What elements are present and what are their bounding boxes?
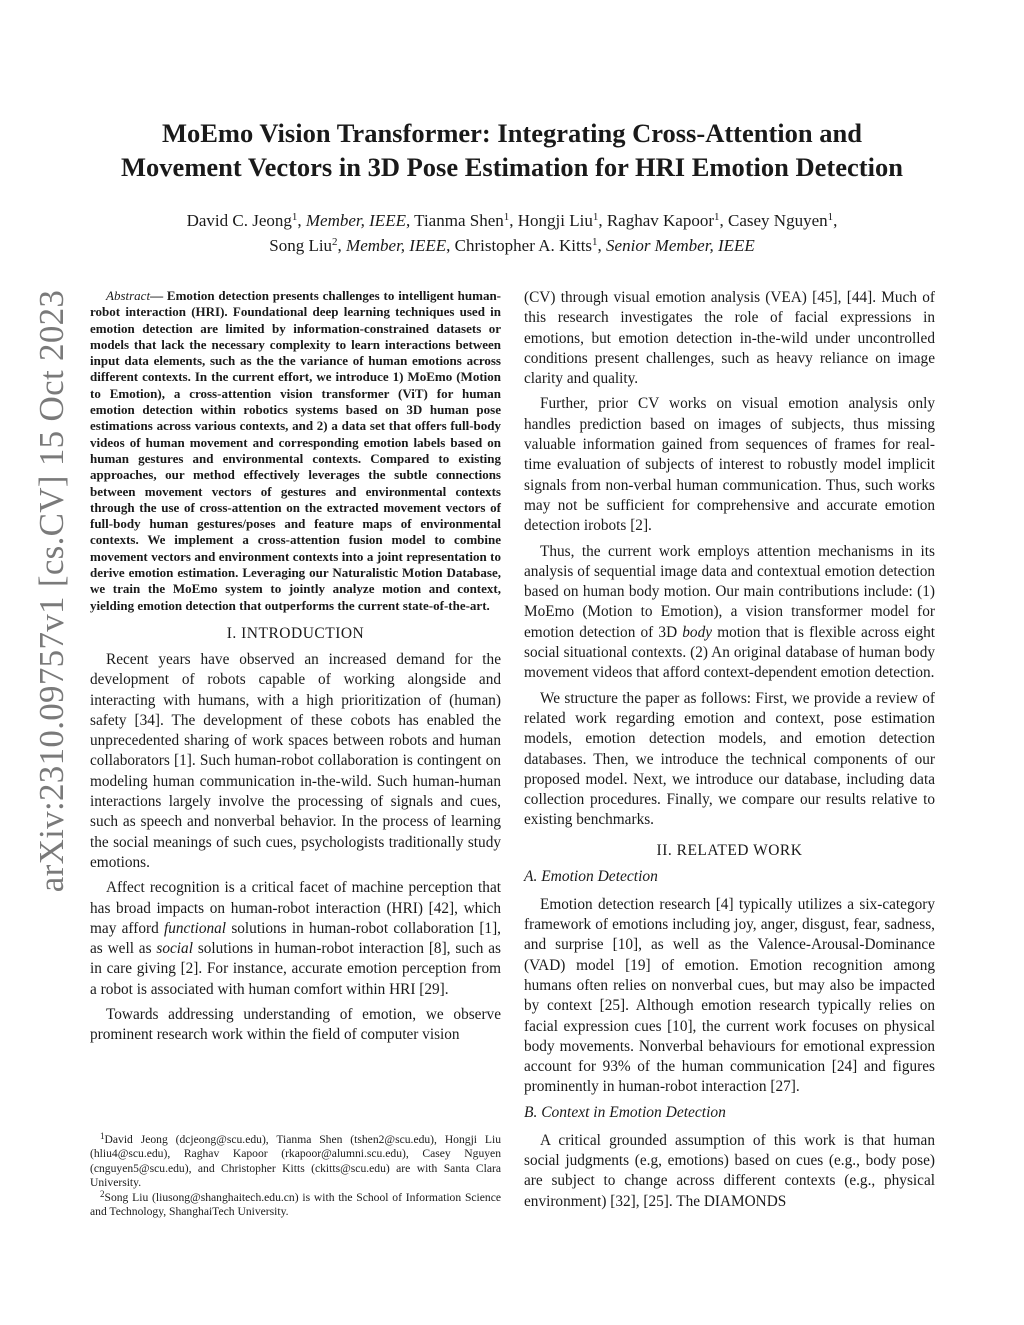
text-span: Affect recognition is a critical facet of machine perception that has broad impacts on human-robot interaction (HRI) [42], which may afford [90, 879, 501, 937]
abstract-label: Abstract [106, 288, 151, 303]
text-span: solutions in human-robot collaboration [1], as well as [90, 919, 501, 958]
subsection-heading-context: B. Context in Emotion Detection [524, 1103, 726, 1121]
abstract-text: Emotion detection presents challenges to intelligent human-robot interaction (HRI). Foundational deep learning techniques used in emotion detection are limited by information-constrained datasets or models that lack the necessary complexity to learn interactions between input data elements, such as the the variance of human emotions across different contexts. In the current effort, we introduce 1) MoEmo (Motion to Emotion), a cross-attention vision transformer (ViT) for human emotion detection within robotics systems based on 3D human pose estimations across various contexts, and 2) a data set that offers full-body videos of human movement and corresponding emotion labels based on human gestures and environmental contexts. Compared to existing approaches, our method effectively leverages the subtle connections between movement vectors of gestures and environmental contexts through the use of cross-attention on the extracted movement vectors of full-body human gestures/poses and feature maps of environmental contexts. We implement a cross-attention fusion model to combine movement vectors and environment contexts into a joint representation to derive emotion estimation. Leveraging our Naturalistic Motion Database, we train the MoEmo system to jointly analyze motion and context, yielding emotion detection that outperforms the current state-of-the-art. [90, 288, 501, 613]
intro-paragraph-5: Further, prior CV works on visual emotion analysis only handles prediction based on images of subjects, thus missing valuable information gained from sequences of frames for real-time evaluation of subjects of interest to robustly model implicit signals from non-verbal human communication. Thus, such works may not be sufficient for comprehensive and accurate emotion detection irobots [2]. [524, 395, 935, 535]
author-name: David C. Jeong [186, 211, 292, 230]
author-list [60, 208, 964, 258]
abstract: Abstract— Emotion detection presents challenges to intelligent human-robot interaction (HRI). Foundational deep learning techniques used in emotion detection are limited by information-constrained datasets or models that lack the necessary complexity to learn interactions between input data elements, such as the the variance of human emotions across different contexts. In the current effort, we introduce 1) MoEmo (Motion to Emotion), a cross-attention vision transformer (ViT) for human emotion detection within robotics systems based on 3D human pose estimations across various contexts, and 2) a data set that offers full-body videos of human movement and corresponding emotion labels based on human gestures and environmental contexts. Compared to existing approaches, our method effectively leverages the subtle connections between movement vectors of gestures and environmental contexts through the use of cross-attention on the extracted movement vectors of full-body human gestures/poses and feature maps of environmental contexts. We implement a cross-attention fusion model to combine movement vectors and environment contexts into a joint representation to derive emotion estimation. Leveraging our Naturalistic Motion Database, we train the MoEmo system to jointly analyze motion and context, yielding emotion detection that outperforms the current state-of-the-art. [90, 288, 501, 613]
intro-paragraph-7: We structure the paper as follows: First, we provide a review of related work regarding emotion and context, pose estimation models, emotion detection models, and emotion detection databases. Then, we introduce the technical components of our proposed model. Next, we introduce our database, including data collection procedures. Finally, we compare our results relative to existing benchmarks. [524, 689, 935, 829]
author-name: Tianma Shen [414, 211, 504, 230]
section-heading-introduction: I. INTRODUCTION [226, 624, 365, 642]
emphasis: body [682, 623, 713, 641]
subsection-heading-emotion-detection: A. Emotion Detection [524, 867, 658, 885]
title-line-2: Movement Vectors in 3D Pose Estimation for HRI Emotion Detection [121, 152, 903, 182]
affiliation-mark: 1 [592, 236, 598, 248]
section-heading-related-work: II. RELATED WORK [656, 841, 803, 859]
author-name: Hongji Liu [517, 211, 593, 230]
author-role: Member, IEEE [305, 211, 406, 230]
footnote-mark: 2 [100, 1188, 105, 1199]
text-span: Thus, the current work employs attention mechanisms in its analysis of sequential image data and contextual emotion detection based on human body motion. Our main contributions include: (1) MoEmo (Motion to Emotion), a vision transformer model for emotion detection of 3D [524, 542, 935, 641]
title-line-1: MoEmo Vision Transformer: Integrating Cross-Attention and [161, 118, 863, 148]
emphasis: functional [164, 919, 227, 937]
emphasis: social [156, 940, 193, 958]
affiliation-mark: 2 [332, 236, 338, 248]
author-name: Christopher A. Kitts [454, 236, 593, 255]
author-line-2: Song Liu$^2$, Member, IEEE, Christopher A. Kitts$^1$, Senior Member, IEEE [269, 236, 755, 255]
text-span: motion that is flexible across eight social situational contexts. (2) An original database of human body movement videos that afford context-dependent emotion detection. [524, 623, 936, 682]
author-name: Casey Nguyen [728, 211, 828, 230]
footnote-text: David Jeong (dcjeong@scu.edu), Tianma Shen (tshen2@scu.edu), Hongji Liu (hliu4@scu.edu), Raghav Kapoor (rkapoor@alumni.scu.edu), Casey Nguyen (cnguyen5@scu.edu), and Christopher Kitts (ckitts@scu.edu) are with Santa Clara University. [90, 1133, 501, 1190]
footnote-text: Song Liu (liusong@shanghaitech.edu.cn) is with the School of Information Science and Technology, ShanghaiTech University. [90, 1190, 501, 1219]
footnote-mark: 1 [100, 1131, 105, 1141]
author-role: Member, IEEE [346, 236, 447, 255]
right-column [524, 288, 935, 1217]
related-paragraph-a: Emotion detection research [4] typically utilizes a six-category framework of emotions including joy, anger, disgust, fear, sadness, and surprise [10], as well as the Valence-Arousal-Dominance (VAD) model [19] of emotion. Emotion recognition among humans often relies on nonverbal cues, but may also be impacted by context [25]. Although emotion research typically relies on facial expression cues [10], the current work focuses on physical body movements. Nonverbal behaviours for emotional expression account for 93% of the human communication [24] and figures prominently in human-robot interaction [27]. [524, 895, 935, 1096]
intro-paragraph-2 [90, 878, 501, 1000]
intro-paragraph-4: (CV) through visual emotion analysis (VEA) [45], [44]. Much of this research investigates the role of facial expressions in emotions, but emotion detection in-the-wild under uncontrolled conditions present challenges, such as heavy reliance on image clarity and quality. [524, 289, 935, 388]
author-name: Song Liu [269, 236, 333, 255]
intro-paragraph-1: Recent years have observed an increased demand for the development of robots capable of working alongside and interacting with humans, with a high prioritization of (human) safety [34]. The development of these cobots has enabled the unprecedented sharing of work spaces between robots and human collaborators [1]. Such human-robot collaboration is contingent on modeling human communication in-the-wild. Such human-human interactions largely involve the processing of signals and cues, such as speech and nonverbal behavior. In the process of learning the social meanings of such cues, psychologists traditionally study emotions. [90, 650, 501, 871]
paper-title [60, 116, 964, 184]
intro-paragraph-3: Towards addressing understanding of emotion, we observe prominent research work within the field of computer vision [90, 1005, 501, 1044]
affiliation-mark: 1 [291, 211, 298, 223]
related-paragraph-b: A critical grounded assumption of this work is that human social judgments (e.g, emotions) based on cues (e.g., body pose) are subject to change across different contexts (e.g., physical environment) [32], [25]. The DIAMONDS [524, 1131, 935, 1210]
left-column [90, 288, 501, 1051]
author-role: Senior Member, IEEE [606, 236, 755, 255]
author-name: Raghav Kapoor [606, 211, 715, 230]
intro-paragraph-6 [524, 542, 935, 684]
footnote-2 [90, 1188, 501, 1220]
text-span: solutions in human-robot interaction [8], such as in care giving [2]. For instance, accurate emotion perception from a robot is associated with human comfort within HRI [29]. [90, 940, 501, 998]
affiliation-mark: 1 [503, 211, 510, 223]
footnote-1 [90, 1133, 501, 1191]
affiliation-mark: 1 [827, 211, 834, 223]
author-line-1: David C. Jeong$^1$, Member, IEEE, Tianma Shen$^1$, Hongji Liu$^1$, Raghav Kapoor$^1$, Casey Nguyen$^1$, [186, 211, 838, 230]
arxiv-stamp-text: arXiv:2310.09757v1 [cs.CV] 15 Oct 2023 [32, 289, 71, 893]
footnotes [90, 1133, 501, 1219]
affiliation-mark: 1 [592, 211, 599, 223]
affiliation-mark: 1 [714, 211, 720, 223]
